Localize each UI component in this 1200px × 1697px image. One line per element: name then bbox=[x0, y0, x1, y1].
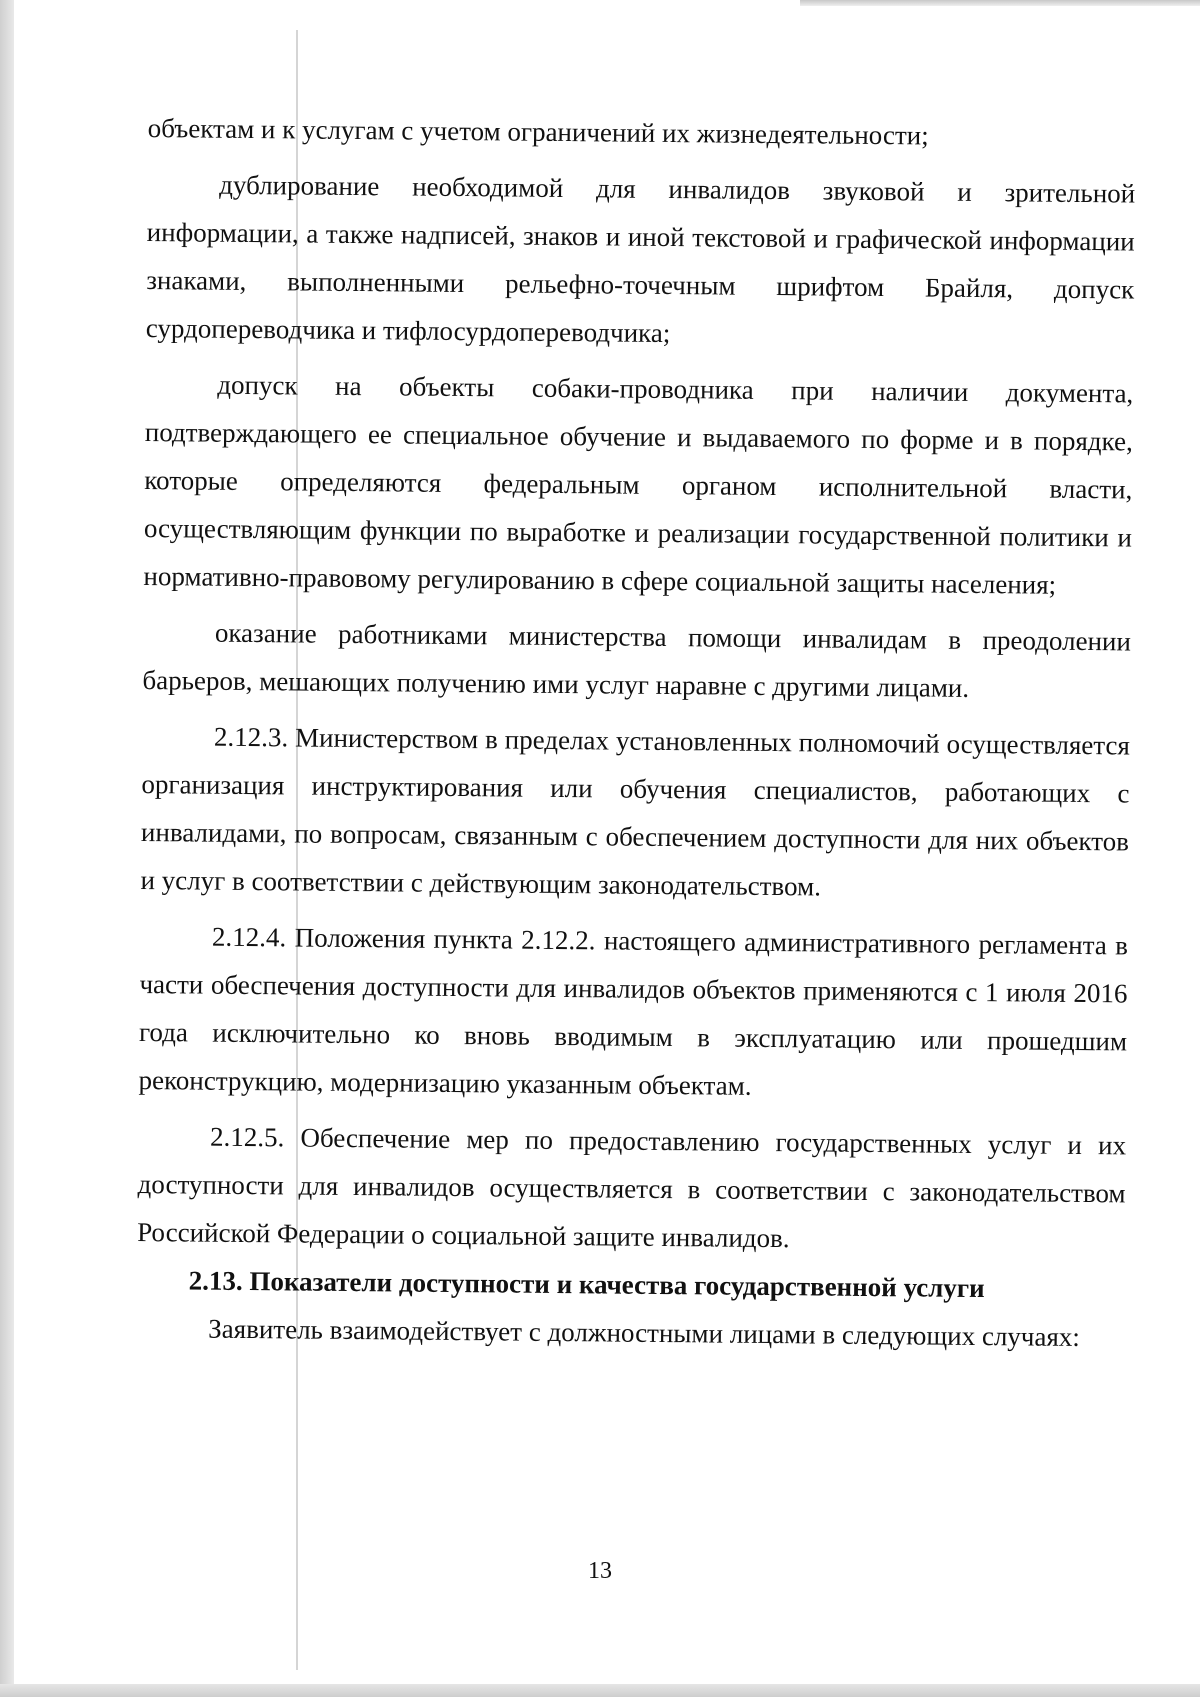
scan-bottom-edge bbox=[0, 1684, 1200, 1697]
scan-left-edge bbox=[0, 0, 14, 1697]
page-number: 13 bbox=[588, 1558, 612, 1584]
document-body bbox=[136, 104, 1136, 1361]
paragraph-guide-dog: допуск на объекты собаки-проводника при наличии документа, подтверждающего ее специальное обучение и выдаваемого по форме и в порядке, которые определяются федеральным органом исполнительной власти, осуществляющим функции по выработке и реализации государственной политики и нормативно-правовому регулированию в сфере социальной защиты населения; bbox=[143, 369, 1134, 600]
paragraph-applicant-interaction: Заявитель взаимодействует с должностными лицами в следующих случаях: bbox=[208, 1313, 1081, 1353]
paragraph-braille-duplication: дублирование необходимой для инвалидов звуковой и зрительной информации, а также надписей, знаков и иной текстовой и графической информации знаками, выполненными рельефно-точечным шрифтом Брайля, допуск сурдопереводчика и тифлосурдопереводчика; bbox=[145, 169, 1136, 349]
paragraph-staff-assistance: оказание работниками министерства помощи инвалидам в преодолении барьеров, мешающих получению ими услуг наравне с другими лицами. bbox=[142, 617, 1132, 703]
section-heading-2-13: 2.13. Показатели доступности и качества государственной услуги bbox=[188, 1265, 985, 1304]
scan-top-edge bbox=[800, 0, 1200, 6]
paragraph-2-12-5: 2.12.5. Обеспечение мер по предоставлению государственных услуг и их доступности для инвалидов осуществляется в соответствии с законодательством Российской Федерации о социальной защите инвалидов. bbox=[137, 1121, 1127, 1254]
paragraph-2-12-3: 2.12.3. Министерством в пределах установленных полномочий осуществляется организация инструктирования или обучения специалистов, работающих с инвалидами, по вопросам, связанным с обеспечением доступности для них объектов и услуг в соответствии с действующим законодательством. bbox=[140, 721, 1131, 902]
paragraph-2-12-4: 2.12.4. Положения пункта 2.12.2. настоящего административного регламента в части обеспечения доступности для инвалидов объектов применяются с 1 июля 2016 года исключительно ко вновь вводимым в эксплуатацию или прошедшим реконструкцию, модернизацию указанным объектам. bbox=[138, 921, 1129, 1101]
paragraph-continued: объектам и к услугам с учетом ограничений их жизнедеятельности; bbox=[147, 112, 929, 151]
